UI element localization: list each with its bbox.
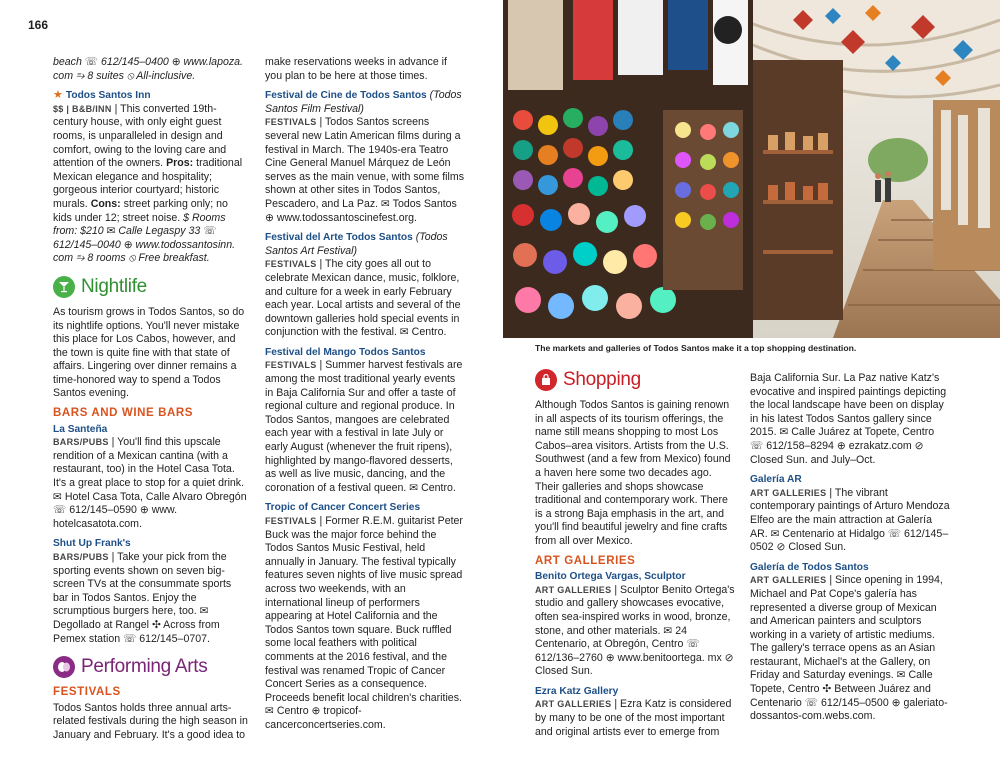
entry-body: | You'll find this upscale rendition of a Mexican cantina (with a restaurant, too) in the Hotel Casa Tota. It's a great place to stop for a quiet drink. ✉ Hotel Casa Tota, Calle Alvaro Obregón ☏ 612/145–0590 ⊕ www. hotelcasatota.com.	[53, 436, 247, 530]
shopping-heading	[535, 369, 735, 391]
shopping-bag-icon	[535, 369, 557, 391]
entry-body: | Todos Santos screens several new Latin American films during a festival in March. The 1940s-era Teatro Cine General Manuel Márquez de León serves as the main venue, with some films shown at other sites in Todos Santos, Pescadero, and La Paz. ✉ Todos Santos ⊕ www.todossantoscinefest.org.	[265, 116, 465, 224]
column-1	[53, 56, 249, 749]
entry-body: | Ezra Katz is considered by many to be one of the most important and original artists ever to emerge from	[535, 698, 732, 738]
section-title: Shopping	[563, 369, 641, 391]
section-title: Performing Arts	[81, 656, 208, 678]
entry-name: Shut Up Frank's	[53, 538, 131, 550]
entry-tag: FESTIVALS	[265, 259, 317, 270]
entry-tag: FESTIVALS	[265, 360, 317, 371]
entry-body: | The vibrant contemporary paintings of Arturo Mendoza Elfeo are the main attraction at Galería AR. ✉ Centenario at Hidalgo ☏ 612/145–0502 ⊘ Closed Sun.	[750, 486, 950, 554]
entry-tag: ART GALLERIES	[750, 487, 827, 498]
entry-tag: BARS/PUBS	[53, 552, 109, 562]
market-illustration	[503, 0, 1000, 338]
entry-body: | Take your pick from the sporting events shown on seven big-screen TVs at the consummate sports bar in Todos Santos. Enjoy the scrumptious burgers here, too. ✉ Degollado at Rangel ✣ Across from Pemex station ☏ 612/145–0707.	[53, 551, 232, 645]
subhead-bars: BARS AND WINE BARS	[53, 407, 194, 420]
listing-todos-santos-inn	[53, 89, 249, 266]
section-title: Nightlife	[81, 276, 147, 298]
entry-body: | This converted 19th-century house, with only eight guest rooms, is unparalleled in design and comfort, owing to the loving care and attention of the owners.	[53, 102, 227, 170]
nightlife-heading	[53, 276, 249, 298]
entry-body: | Former R.E.M. guitarist Peter Buck was the major force behind the Todos Santos Music Festival, held annually in January. The festival typically features seven nights of live music spread across two weekends, with an international lineup of performers appearing at Hotel California and the Todos Santos town square. Buck ruffled some local feathers with political comments at the 2016 festival, and the festival was renamed Tropic of Cancer Concert Series as a consequence. Proceeds benefit local children's charities. ✉ Centro ⊕ tropicof-cancerconcertseries.com.	[265, 515, 463, 731]
column-4	[750, 372, 950, 730]
continued-text: Baja California Sur. La Paz native Katz's evocative and inspired paintings depicting the local landscape have been on display in his latest Todos Santos gallery since 2015. ✉ Calle Juárez at Topete, Centro ☏ 612/158–8294 ⊕ ezrakatz.com ⊘ Closed Sun. and July–Oct.	[750, 372, 947, 466]
entry-name: Festival del Arte Todos Santos	[265, 232, 413, 244]
entry-body: | Since opening in 1994, Michael and Pat Cope's galería has represented a diverse group of Mexican and American painters and sculptors working in a variety of artistic mediums. The gallery's terrace opens as an Asian restaurant, Michael's at the Gallery, on Friday and Saturday evenings. ✉ Calle Topete, Centro ✣ Between Juárez and Centenario ☏ 612/145–0500 ⊕ galeriato-dossantos-com.webs.com.	[750, 574, 948, 723]
entry-name: Tropic of Cancer Concert Series	[265, 502, 421, 514]
continued-listing: beach ☏ 612/145–0400 ⊕ www.lapoza. com ⥱ 8 suites ⦸ All-inclusive.	[53, 56, 243, 82]
column-2	[265, 56, 465, 739]
subhead-festivals: FESTIVALS	[53, 686, 121, 699]
entry-body: | Sculptor Benito Ortega's studio and gallery showcases evocative, often sea-inspired works in wood, bronze, stone, and other materials. ✉ 24 Centenario, at Obregón, Centro ☏ 612/136–2760 ⊕ www.benitoortega. mx ⊘ Closed Sun.	[535, 583, 735, 678]
entry-name: Benito Ortega Vargas, Sculptor	[535, 571, 686, 583]
shopping-intro: Although Todos Santos is gaining renown in all aspects of its tourism offerings, the name still means shopping to most Los Cabos–area visitors. Artists from the U.S. Southwest (and a few from Mexico) found a haven here some two decades ago. Their galleries and shops showcase traditional and contemporary work. There is a strong Baja emphasis in the art, and you'll find beautiful jewelry and fine crafts from all over Mexico.	[535, 399, 731, 547]
star-icon: ★	[53, 89, 63, 102]
entry-translation: (Todos Santos Art Festival)	[265, 231, 448, 257]
performing-intro: Todos Santos holds three annual arts-related festivals during the high season in January and February. It's a good idea to	[53, 701, 248, 741]
entry-name: Ezra Katz Gallery	[535, 685, 619, 697]
entry-tag: ART GALLERIES	[535, 584, 612, 595]
theater-masks-icon	[53, 656, 75, 678]
entry-name: Galería de Todos Santos	[750, 561, 869, 573]
pros-label: Pros:	[166, 157, 194, 170]
entry-tag: FESTIVALS	[265, 516, 317, 526]
entry-body: | The city goes all out to celebrate Mexican dance, music, folklore, and culture for a week in early February each year. Local artists and several of the downtown galleries hold special events in conjunction with the festival. ✉ Centro.	[265, 258, 461, 339]
page-number: 166	[28, 18, 49, 32]
entry-name: Todos Santos Inn	[65, 90, 151, 102]
column-3	[535, 365, 735, 745]
entry-name: Festival de Cine de Todos Santos	[265, 90, 427, 102]
entry-name: Festival del Mango Todos Santos	[265, 346, 426, 358]
cons-label: Cons:	[90, 197, 121, 210]
entry-tag: ART GALLERIES	[750, 575, 827, 586]
entry-name: La Santeña	[53, 423, 108, 435]
cons-text: street parking only; no kids under 12; street noise.	[53, 197, 228, 224]
market-photo	[503, 0, 1000, 338]
nightlife-intro: As tourism grows in Todos Santos, so do its nightlife options. You'll never mistake this place for Los Cabos, however, and the town is quite fine with that state of affairs. Lingering over dinner remains a time-honored way to spend a Todos Santos evening.	[53, 305, 245, 400]
continued-text: make reservations weeks in advance if you plan to be here at those times.	[265, 56, 447, 82]
entry-tag: ART GALLERIES	[535, 699, 612, 710]
entry-tag: BARS/PUBS	[53, 437, 109, 448]
subhead-art-galleries: ART GALLERIES	[535, 554, 636, 567]
pros-text: traditional Mexican elegance and hospitality; gorgeous interior courtyard; historic murals.	[53, 157, 243, 210]
entry-tag: FESTIVALS	[265, 117, 317, 128]
entry-body: | Summer harvest festivals are among the most traditional yearly events in Baja California Sur and offer a taste of regional culture and regional produce. In Todos Santos, mangoes are celebrated each year with a festival in late July or early August (whenever the fruit ripens), highlighted by mango-flavored desserts, as well as live music, dancing, and the coronation of a festival queen. ✉ Centro.	[265, 359, 463, 494]
entry-translation: (Todos Santos Film Festival)	[265, 89, 462, 115]
entry-tag: $$ | B&B/INN	[53, 103, 112, 114]
cocktail-icon	[53, 276, 75, 298]
entry-name: Galería AR	[750, 474, 802, 486]
performing-arts-heading	[53, 656, 249, 678]
photo-caption: The markets and galleries of Todos Santos make it a top shopping destination.	[535, 343, 857, 353]
entry-info: $ Rooms from: $210 ✉ Calle Legaspy 33 ☏ 612/145–0040 ⊕ www.todossantosinn. com ⥱ 8 rooms ⦸ Free breakfast.	[53, 211, 236, 265]
